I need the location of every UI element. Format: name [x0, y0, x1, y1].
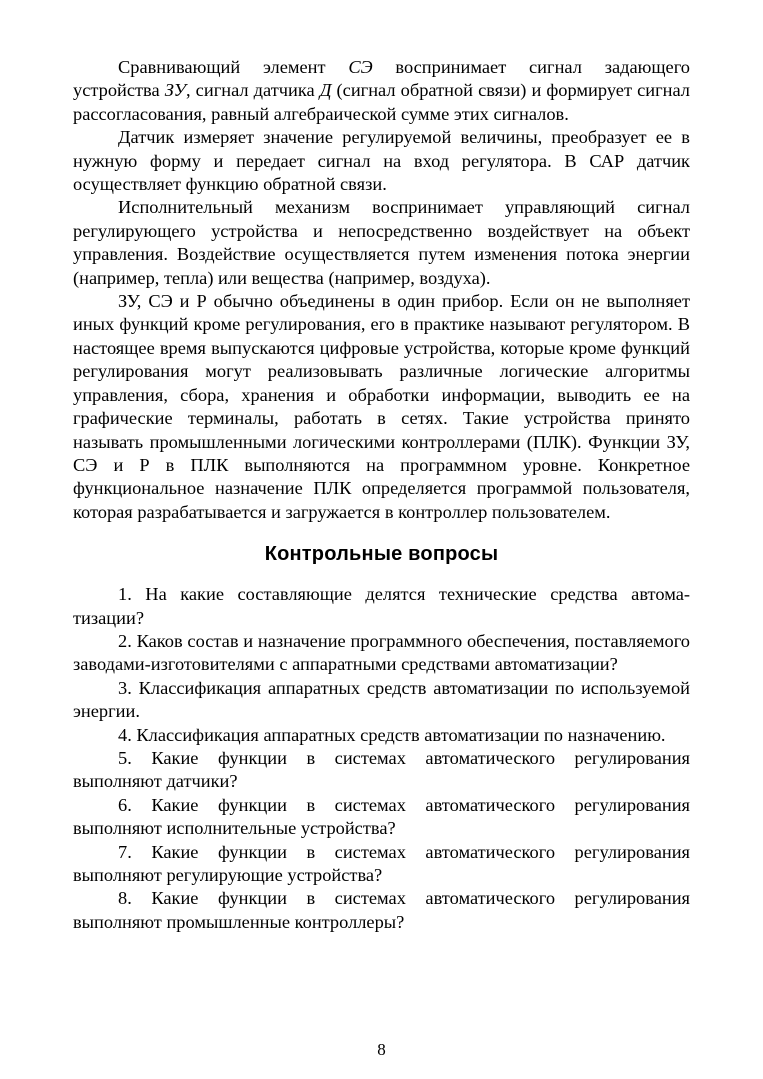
paragraph-text: Сравнивающий элемент — [118, 57, 349, 77]
list-item: 3. Классификация аппаратных средств автоматизации по используемой энергии. — [73, 677, 690, 722]
paragraph-text: Исполнительный механизм воспринимает управляющий сигнал регулирующего устройства и непосредственно воздействует на объект управления. Воздействие осуществляется путем изменения потока энергии (например, тепла) или вещества (например, воздуха). — [73, 197, 690, 288]
section-heading: Контрольные вопросы — [264, 543, 499, 566]
list-item: 1. На какие составляющие делятся технические средства автоматизации? — [73, 584, 690, 628]
body-text — [73, 56, 690, 524]
page-content — [73, 56, 690, 934]
paragraph-text: Датчик измеряет значение регулируемой величины, преобразует ее в нужную форму и передает сигнал на вход регулятора. В САР датчик осуществляет функцию обратной связи. — [73, 127, 690, 195]
paragraph-text: , сигнал датчика — [186, 80, 320, 101]
italic-term: СЭ — [348, 57, 373, 77]
paragraph — [73, 126, 690, 196]
page-number: 8 — [377, 1040, 386, 1059]
list-item: 8. Какие функции в системах автоматического регулирования выполняют промышленные контроллеры? — [73, 888, 690, 932]
paragraph — [73, 290, 690, 524]
italic-term: ЗУ — [164, 80, 186, 101]
list-item: 4. Классификация аппаратных средств автоматизации по назначению. — [118, 724, 666, 745]
paragraph-text: (сигнал обратной связи) и формирует сигнал рассогласования, равный алгебраической сумме этих сигналов. — [73, 80, 690, 124]
paragraph — [73, 196, 690, 290]
list-item: 5. Какие функции в системах автоматического регулирования выполняют датчики? — [73, 747, 690, 792]
paragraph — [73, 56, 690, 126]
paragraph-text: воспринимает сигнал задающего устройства — [73, 57, 690, 101]
question-list — [73, 583, 690, 934]
paragraph-text: ЗУ, СЭ и Р обычно объединены в один прибор. Если он не выполняет иных функций кроме регулирования, его в практике называют регулятором. В настоящее время выпускаются цифровые устройства, которые кроме функций регулирования могут реализовывать различные логические алгоритмы управления, сбора, хранения и обработки информации, выводить ее на графические терминалы, работать в сетях. Такие устройства принято называть промышленными логическими контроллерами (ПЛК). Функции ЗУ, СЭ и Р в ПЛК выполняются на программном уровне. Конкретное функциональное назначение ПЛК определяется программой пользователя, которая разрабатывается и загружается в контроллер пользователем. — [73, 291, 690, 522]
list-item: 6. Какие функции в системах автоматического регулирования выполняют исполнительные устройства? — [73, 794, 690, 839]
list-item: 7. Какие функции в системах автоматического регулирования выполняют регулирующие устройства? — [73, 841, 690, 885]
list-item: 2. Каков состав и назначение программного обеспечения, поставляемого заводами-изготовителями с аппаратными средствами автоматизации? — [73, 630, 690, 675]
italic-term: Д — [319, 80, 332, 101]
